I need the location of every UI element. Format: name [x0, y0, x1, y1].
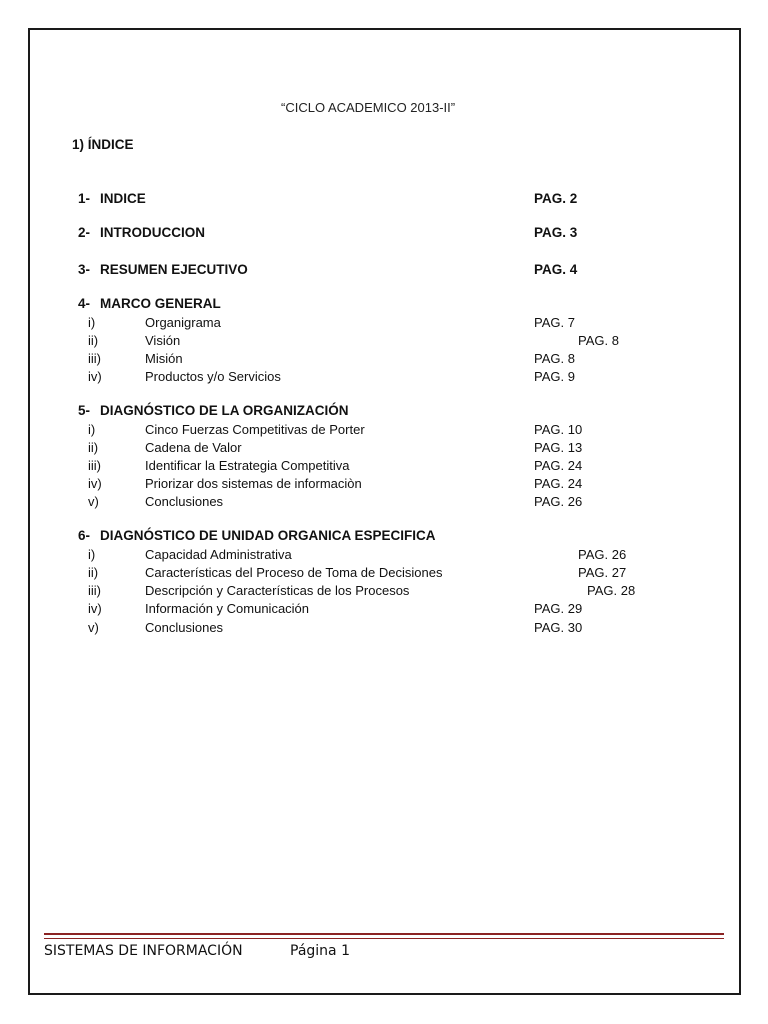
toc-entry-num: 6-	[78, 528, 91, 543]
toc-subitem-roman: i)	[88, 547, 96, 562]
toc-subitem-page: PAG. 28	[587, 583, 636, 598]
toc-subitem-page: PAG. 30	[534, 620, 583, 635]
toc-subitem-roman: iv)	[88, 369, 102, 384]
toc-entry-page: PAG. 4	[534, 262, 578, 277]
footer-divider-thin	[44, 938, 724, 939]
page-frame	[28, 28, 741, 995]
toc-subitem-label: Capacidad Administrativa	[145, 547, 292, 562]
index-heading: 1) ÍNDICE	[72, 137, 134, 152]
toc-subitem-roman: ii)	[88, 440, 99, 455]
toc-subitem-page: PAG. 9	[534, 369, 575, 384]
toc-subitem-roman: iii)	[88, 351, 101, 366]
toc-subitem-label: Productos y/o Servicios	[145, 369, 281, 384]
toc-subitem-roman: iii)	[88, 583, 101, 598]
toc-subitem-label: Priorizar dos sistemas de informaciòn	[145, 476, 362, 491]
toc-subitem-label: Información y Comunicación	[145, 601, 310, 616]
toc-entry-page: PAG. 3	[534, 225, 578, 240]
toc-subitem-page: PAG. 29	[534, 601, 583, 616]
toc-subitem-roman: iii)	[88, 458, 101, 473]
toc-entry-label: INDICE	[100, 191, 146, 206]
toc-entry-num: 5-	[78, 403, 91, 418]
toc-subitem-label: Organigrama	[145, 315, 221, 330]
toc-entry-num: 2-	[78, 225, 91, 240]
footer-title: SISTEMAS DE INFORMACIÓN	[44, 943, 243, 959]
toc-entry-num: 3-	[78, 262, 91, 277]
toc-subitem-roman: iv)	[88, 601, 102, 616]
footer-page-number: Página 1	[290, 943, 350, 959]
toc-subitem-roman: i)	[88, 422, 96, 437]
toc-subitem-page: PAG. 13	[534, 440, 583, 455]
toc-subitem-page: PAG. 8	[534, 351, 575, 366]
toc-subitem-label: Características del Proceso de Toma de Decisiones	[145, 565, 443, 580]
toc-entry-page: PAG. 2	[534, 191, 578, 206]
toc-entry-label: INTRODUCCION	[100, 225, 205, 240]
toc-subitem-roman: i)	[88, 315, 96, 330]
toc-subitem-label: Misión	[145, 351, 183, 366]
toc-subitem-label: Conclusiones	[145, 494, 224, 509]
toc-subitem-label: Descripción y Características de los Procesos	[145, 583, 410, 598]
toc-entry-num: 4-	[78, 296, 91, 311]
toc-subitem-label: Identificar la Estrategia Competitiva	[145, 458, 350, 473]
toc-subitem-page: PAG. 8	[578, 333, 619, 348]
toc-subitem-page: PAG. 24	[534, 458, 583, 473]
toc-entry-num: 1-	[78, 191, 91, 206]
toc-subitem-page: PAG. 27	[578, 565, 627, 580]
toc-subitem-roman: v)	[88, 494, 99, 509]
toc-subitem-page: PAG. 24	[534, 476, 583, 491]
toc-entry-label: RESUMEN EJECUTIVO	[100, 262, 248, 277]
toc-subitem-label: Cadena de Valor	[145, 440, 242, 455]
toc-subitem-roman: ii)	[88, 565, 99, 580]
toc-subitem-label: Conclusiones	[145, 620, 224, 635]
footer-divider	[44, 933, 724, 935]
cycle-title: “CICLO ACADEMICO 2013-II”	[281, 100, 456, 115]
toc-entry-label: DIAGNÓSTICO DE LA ORGANIZACIÓN	[100, 403, 349, 418]
toc-subitem-roman: ii)	[88, 333, 99, 348]
toc-subitem-label: Visión	[145, 333, 181, 348]
toc-subitem-page: PAG. 26	[578, 547, 627, 562]
toc-subitem-label: Cinco Fuerzas Competitivas de Porter	[145, 422, 365, 437]
toc-subitem-page: PAG. 7	[534, 315, 575, 330]
toc-subitem-roman: iv)	[88, 476, 102, 491]
toc-entry-label: DIAGNÓSTICO DE UNIDAD ORGANICA ESPECIFICA	[100, 528, 436, 543]
toc-subitem-page: PAG. 26	[534, 494, 583, 509]
toc-entry-label: MARCO GENERAL	[100, 296, 221, 311]
toc-subitem-page: PAG. 10	[534, 422, 583, 437]
toc-subitem-roman: v)	[88, 620, 99, 635]
